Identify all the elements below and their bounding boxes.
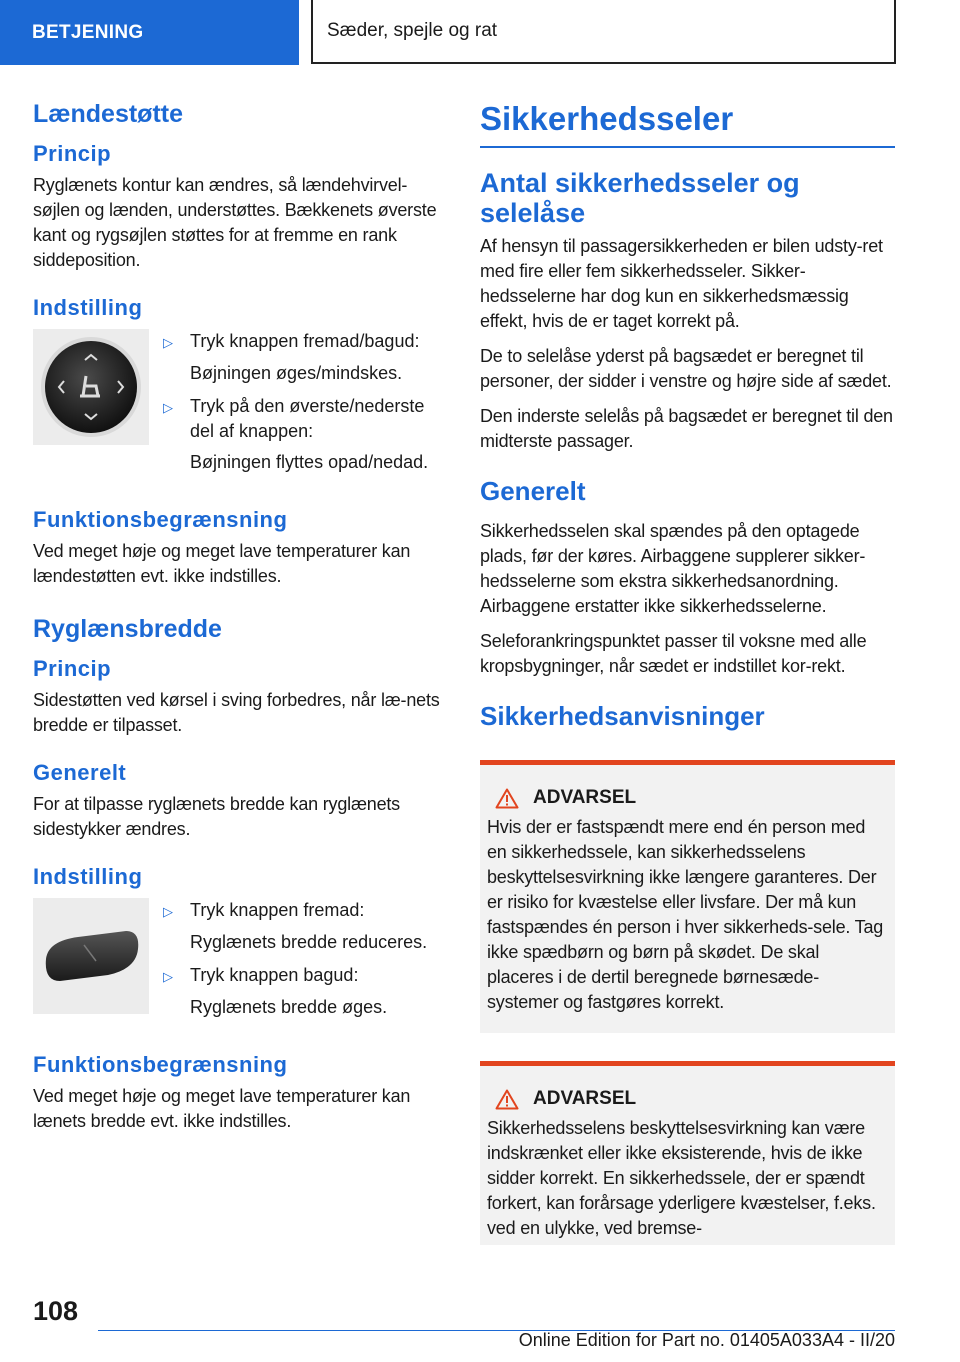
width-principle-text: Sidestøtten ved kørsel i sving forbedres, når læ-nets bredde er tilpasset. bbox=[33, 690, 440, 735]
width-principle-heading: Princip bbox=[33, 656, 112, 681]
lumbar-adjust-heading: Indstilling bbox=[33, 295, 143, 320]
lumbar-adjust-instructions bbox=[33, 329, 445, 483]
seatbelt-general-p2: Seleforankringspunktet passer til voksne med alle kropsbygninger, når sædet er indstillet kor-rekt. bbox=[480, 631, 867, 676]
seatbelt-count-p3: Den inderste selelås på bagsædet er beregnet til den midterste passager. bbox=[480, 406, 893, 451]
header-section-tab: BETJENING bbox=[0, 0, 299, 65]
warning-label: ADVARSEL bbox=[533, 787, 637, 808]
warning-triangle-icon bbox=[495, 788, 519, 809]
width-step-1-result: Ryglænets bredde reduceres. bbox=[190, 932, 428, 952]
safety-notes-heading: Sikkerhedsanvisninger bbox=[480, 701, 765, 731]
lumbar-support-heading: Lændestøtte bbox=[33, 100, 183, 128]
lumbar-step-1-action: Tryk knappen fremad/bagud: bbox=[190, 331, 420, 351]
lumbar-principle-heading: Princip bbox=[33, 141, 112, 166]
right-column bbox=[480, 100, 895, 1245]
width-steps bbox=[163, 898, 445, 1028]
width-step-2 bbox=[163, 963, 445, 989]
warning-label: ADVARSEL bbox=[533, 1088, 637, 1109]
width-step-1 bbox=[163, 898, 445, 924]
lumbar-step-2-result: Bøjningen flyttes opad/nedad. bbox=[190, 452, 429, 472]
lumbar-step-2 bbox=[163, 394, 445, 444]
width-button-icon bbox=[38, 921, 144, 991]
warning-header bbox=[487, 1088, 888, 1110]
lumbar-principle-text: Ryglænets kontur kan ændres, så lændehvirvel-søjlen og lænden, understøttes. Bækkenets øverste kant og rygsøjlen støttes for at fremme en rank siddeposition. bbox=[33, 175, 437, 270]
warning-text: Sikkerhedsselens beskyttelsesvirkning kan være indskrænket eller ikke eksisterende, hvis de ikke sidder korrekt. En sikkerhedssele, der er spændt forkert, kan forårsage yderligere kvæstelser, f.eks. ved en ulykke, ved bremse- bbox=[487, 1118, 876, 1238]
seatbelt-count-heading: Antal sikkerhedsseler og selelåse bbox=[480, 168, 800, 228]
seatbelt-count-p2: De to selelåse yderst på bagsædet er beregnet til personer, der sidder i venstre og højre side af sædet. bbox=[480, 346, 892, 391]
lumbar-steps bbox=[163, 329, 445, 483]
width-general-heading: Generelt bbox=[33, 760, 127, 785]
bullet-triangle-icon: ▷ bbox=[163, 335, 173, 350]
left-column bbox=[33, 100, 445, 1144]
page-number: 108 bbox=[33, 1296, 79, 1326]
lumbar-step-2-action: Tryk på den øverste/nederste del af knappen: bbox=[190, 396, 425, 441]
header-chapter-title: Sæder, spejle og rat bbox=[311, 0, 896, 64]
width-adjust-instructions bbox=[33, 898, 445, 1028]
bullet-triangle-icon: ▷ bbox=[163, 400, 173, 415]
warning-triangle-icon bbox=[495, 1089, 519, 1110]
seatbelt-general-heading: Generelt bbox=[480, 476, 586, 506]
width-control-image bbox=[33, 898, 149, 1014]
width-limit-heading: Funktionsbegrænsning bbox=[33, 1052, 288, 1077]
lumbar-control-image bbox=[33, 329, 149, 445]
width-general-text: For at tilpasse ryglænets bredde kan ryglænets sidestykker ændres. bbox=[33, 794, 400, 839]
bullet-triangle-icon: ▷ bbox=[163, 904, 173, 919]
width-step-2-action: Tryk knappen bagud: bbox=[190, 965, 359, 985]
seatbelt-general-p1: Sikkerhedsselen skal spændes på den optagede plads, før der køres. Airbaggene supplerer sikker-hedsselerne som ekstra sikkerhedsanordning. Airbaggene erstatter ikke sikkerhedsselerne. bbox=[480, 521, 866, 616]
seatbelt-count-p1: Af hensyn til passagersikkerheden er bilen udsty-ret med fire eller fem sikkerhedsseler. Sikker-hedsselerne har dog kun en sikkerhedsmæssig effekt, hvis de er taget korrekt på. bbox=[480, 236, 883, 331]
warning-header bbox=[487, 787, 888, 809]
lumbar-limit-text: Ved meget høje og meget lave temperaturer kan lændestøtten evt. ikke indstilles. bbox=[33, 541, 411, 586]
width-limit-text: Ved meget høje og meget lave temperaturer kan lænets bredde evt. ikke indstilles. bbox=[33, 1086, 411, 1131]
backrest-width-heading: Ryglænsbredde bbox=[33, 615, 222, 643]
width-step-1-action: Tryk knappen fremad: bbox=[190, 900, 365, 920]
seatbelts-title: Sikkerhedsseler bbox=[480, 100, 895, 148]
warning-box-1 bbox=[480, 760, 895, 1033]
lumbar-step-1 bbox=[163, 329, 445, 355]
warning-box-2 bbox=[480, 1061, 895, 1245]
lumbar-limit-heading: Funktionsbegrænsning bbox=[33, 507, 288, 532]
width-step-2-result: Ryglænets bredde øges. bbox=[190, 997, 388, 1017]
lumbar-knob-icon bbox=[38, 334, 144, 440]
width-adjust-heading: Indstilling bbox=[33, 864, 143, 889]
lumbar-step-1-result: Bøjningen øges/mindskes. bbox=[190, 363, 403, 383]
bullet-triangle-icon: ▷ bbox=[163, 969, 173, 984]
edition-footer: Online Edition for Part no. 01405A033A4 - II/20 bbox=[518, 1330, 895, 1350]
warning-text: Hvis der er fastspændt mere end én person med en sikkerhedssele, kan sikkerhedsselens beskyttelsesvirkning ikke længere garanteres. Der er risiko for kvæstelse eller livsfare. Der må kun fastspændes én person i hver sikkerheds-sele. Tag ikke spædbørn og børn på skødet. De skal placeres i de dertil beregnede børnesæde-systemer og fastgøres korrekt. bbox=[487, 817, 884, 1012]
